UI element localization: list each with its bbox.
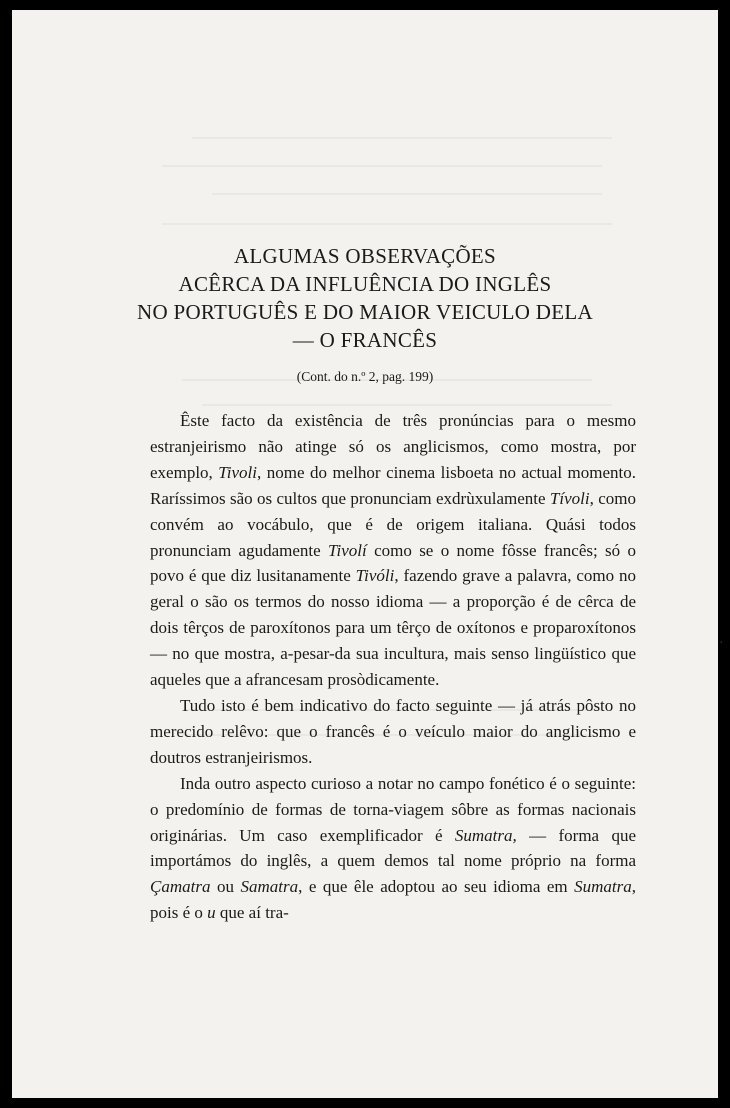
text-run: , e que êle adoptou ao seu idioma em <box>298 877 575 897</box>
text-run: , como convém ao vocábulo, que é de origem italiana. Quási todos pronunciam agudamente <box>150 488 636 560</box>
title-line-3: NO PORTUGUÊS E DO MAIOR VEICULO DELA <box>137 300 593 324</box>
text-run: — forma que importámos do inglês, a quem demos tal nome próprio na forma <box>150 825 636 871</box>
text-run: Êste facto da existência de três pronúncias para o mesmo estranjeirismo não atinge só os anglicismos, como mostra, por exemplo, <box>150 411 636 482</box>
italic-term: Sumatra, <box>454 825 517 845</box>
italic-term: Tivolí <box>328 540 367 560</box>
title-line-4: — O FRANCÊS <box>292 328 438 352</box>
italic-term: Sumatra <box>574 877 632 897</box>
text-run: , nome do melhor cinema lisboeta no actual momento. Raríssimos são os cultos que pronunciam exdrùxulamente <box>150 462 636 508</box>
italic-term: Çamatra <box>150 877 211 897</box>
italic-term: Tívoli <box>549 488 590 508</box>
title-line-1: ALGUMAS OBSERVAÇÕES <box>233 244 497 268</box>
text-run: Tudo isto é bem indicativo do facto seguinte — já atrás pôsto no merecido relêvo: que o francês é o veículo maior do anglicismo e doutros estranjeirismos. <box>150 695 636 767</box>
text-run: , pois é o <box>150 877 636 923</box>
text-run: , fazendo grave a palavra, como no geral o são os termos do nosso idioma — a proporção é de cêrca de dois têrços de paroxítonos para um têrço de oxítonos e proparoxítonos — no que mostra, a-pesar-da sua incultura, mais senso lingüístico que aqueles que a afrancesam prosòdicamente. <box>150 566 636 690</box>
article-body <box>150 408 636 926</box>
title-line-2: ACÊRCA DA INFLUÊNCIA DO INGLÊS <box>178 272 552 296</box>
text-run: Inda outro aspecto curioso a notar no campo fonético é o seguinte: o predomínio de formas de torna-viagem sôbre as formas nacionais originárias. Um caso exemplificador é <box>150 773 636 845</box>
text-run: ou <box>210 877 241 897</box>
paragraph-1 <box>150 408 636 693</box>
italic-term: u <box>207 903 216 923</box>
paragraph-2 <box>150 693 636 771</box>
text-run: como se o nome fôsse francês; só o povo é que diz lusitanamente <box>150 540 636 586</box>
continuation-note: (Cont. do n.º 2, pag. 199) <box>296 369 434 384</box>
italic-term: Tivoli <box>218 462 257 482</box>
margin-mark: · <box>719 636 724 651</box>
text-run: que aí tra- <box>215 903 289 923</box>
document-page <box>12 10 724 1098</box>
paragraph-3 <box>150 771 636 926</box>
italic-term: Tivóli <box>355 566 395 586</box>
article-heading <box>12 242 718 386</box>
italic-term: Samatra <box>240 877 299 897</box>
